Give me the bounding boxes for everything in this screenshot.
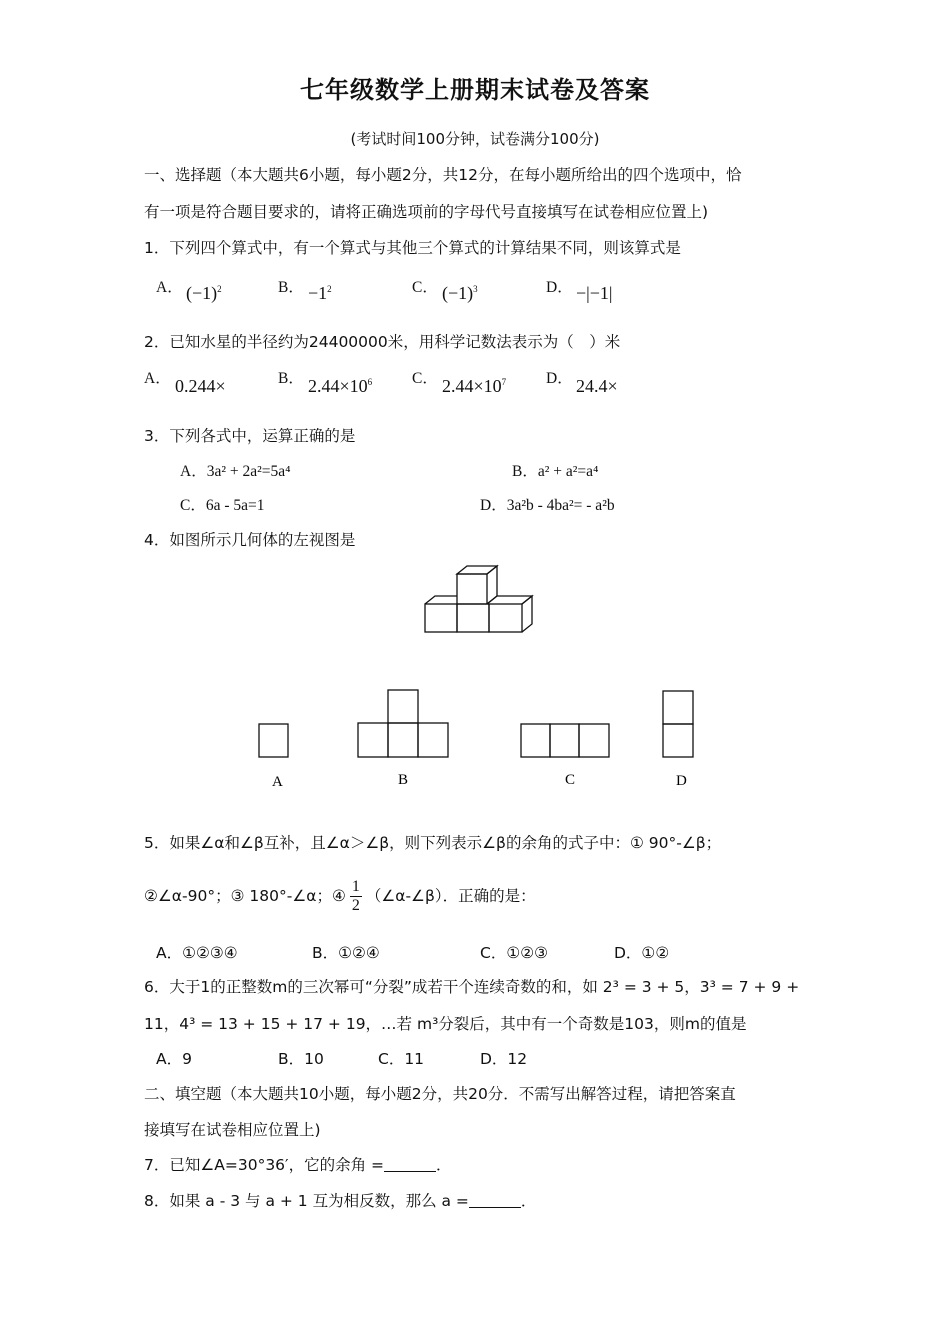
view-d-bottom-square — [663, 724, 693, 757]
bottom-cube-right — [489, 604, 522, 632]
q2-label-d: D． — [546, 370, 573, 387]
q5-option-d: D．①② — [614, 944, 670, 962]
q2-label-a: A． — [144, 370, 171, 387]
q8-text: 8．如果 a - 3 与 a + 1 互为相反数，那么 a = — [144, 1192, 469, 1210]
section2-heading-line2: 接填写在试卷相应位置上) — [144, 1121, 321, 1139]
q8 — [144, 1189, 536, 1211]
q3-option-d: D．3a²b - 4ba²= - a²b — [480, 497, 615, 514]
q3-option-a: A．3a² + 2a²=5a⁴ — [180, 463, 291, 480]
q1-option-a: $(-1)^2$ — [186, 283, 222, 303]
view-c-label: C — [565, 772, 576, 788]
q8-answer-blank[interactable] — [469, 1193, 521, 1208]
q2-label-b: B． — [278, 370, 304, 387]
q2-option-a: 0.244× — [175, 376, 226, 396]
q5-stem-part-b: （∠α-∠β）．正确的是： — [365, 887, 536, 905]
view-d-label: D — [676, 773, 687, 789]
q3-option-c: C．6a - 5a=1 — [180, 497, 265, 514]
q2-option-b: $2.44\times 10^6$ — [308, 376, 373, 396]
top-cube-front-face — [457, 574, 487, 604]
q7-end: ． — [435, 1156, 452, 1174]
q2-label-c: C． — [412, 370, 438, 387]
q5-stem-line2 — [144, 878, 536, 915]
view-b-left-square — [358, 723, 388, 757]
q7 — [144, 1153, 452, 1175]
view-a-square — [259, 724, 288, 757]
top-cube-side-face — [487, 566, 497, 604]
bottom-row-side — [522, 596, 532, 632]
bottom-cube-left — [425, 604, 457, 632]
q5-stem-line1: 5．如果∠α和∠β互补，且∠α＞∠β，则下列表示∠β的余角的式子中：① 90°-∠β； — [144, 834, 722, 852]
q6-option-d: D．12 — [480, 1050, 528, 1068]
view-c-mid-square — [550, 724, 579, 757]
q2-option-d: 24.4× — [576, 376, 618, 396]
q3-option-b: B．a² + a²=a⁴ — [512, 463, 599, 480]
section2-heading-line1: 二、填空题（本大题共10小题，每小题2分，共20分．不需写出解答过程，请把答案直 — [144, 1085, 736, 1103]
q2-option-c: $2.44\times 10^7$ — [442, 376, 507, 396]
view-b-top-square — [388, 690, 418, 723]
bottom-row-top-right — [487, 596, 532, 604]
q6-option-c: C．11 — [378, 1050, 425, 1068]
q7-text: 7．已知∠A=30°36′，它的余角 = — [144, 1156, 384, 1174]
q6-option-a: A．9 — [156, 1050, 192, 1068]
view-b-label: B — [398, 772, 409, 788]
q1-label-a: A． — [156, 279, 183, 296]
q3-stem: 3．下列各式中，运算正确的是 — [144, 427, 356, 445]
solid-figure — [425, 566, 532, 632]
q1-option-b: $-1^2$ — [308, 283, 332, 303]
q5-option-b: B．①②④ — [312, 944, 380, 962]
q1-stem: 1．下列四个算式中，有一个算式与其他三个算式的计算结果不同，则该算式是 — [144, 239, 681, 257]
q1-label-d: D． — [546, 279, 573, 296]
view-c-left-square — [521, 724, 550, 757]
q2-stem: 2．已知水星的半径约为24400000米，用科学记数法表示为（ ）米 — [144, 333, 621, 351]
q7-answer-blank[interactable] — [384, 1157, 436, 1172]
view-c-right-square — [579, 724, 609, 757]
q5-stem-part-a: ②∠α-90°；③ 180°-∠α；④ — [144, 887, 346, 905]
section1-heading-line1: 一、选择题（本大题共6小题，每小题2分，共12分，在每小题所给出的四个选项中，恰 — [144, 166, 742, 184]
q5-option-c: C．①②③ — [480, 944, 549, 962]
q1-option-d: −|−1| — [576, 283, 613, 303]
q8-end: ． — [520, 1192, 537, 1210]
view-b-mid-square — [388, 723, 418, 757]
q6-stem-line1: 6．大于1的正整数m的三次幂可“分裂”成若干个连续奇数的和，如 2³ = 3 + 5，3³ = 7 + 9 + — [144, 978, 800, 996]
bottom-cube-middle — [457, 604, 489, 632]
fraction-one-half: $\frac{1}{2}$ — [351, 878, 360, 914]
q6-stem-line2: 11，4³ = 13 + 15 + 17 + 19，…若 m³分裂后，其中有一个奇数是103，则m的值是 — [144, 1015, 747, 1033]
exam-info: (考试时间100分钟，试卷满分100分) — [350, 130, 600, 148]
q1-option-c: $(-1)^3$ — [442, 283, 478, 303]
q1-label-b: B． — [278, 279, 304, 296]
q6-option-b: B．10 — [278, 1050, 324, 1068]
q5-option-a: A．①②③④ — [156, 944, 238, 962]
q1-label-c: C． — [412, 279, 438, 296]
view-d-top-square — [663, 691, 693, 724]
q4-stem: 4．如图所示几何体的左视图是 — [144, 531, 356, 549]
view-a-label: A — [272, 774, 283, 790]
bottom-row-top-left — [425, 596, 457, 604]
view-b-right-square — [418, 723, 448, 757]
page-title: 七年级数学上册期末试卷及答案 — [300, 76, 650, 104]
section1-heading-line2: 有一项是符合题目要求的，请将正确选项前的字母代号直接填写在试卷相应位置上) — [144, 203, 709, 221]
